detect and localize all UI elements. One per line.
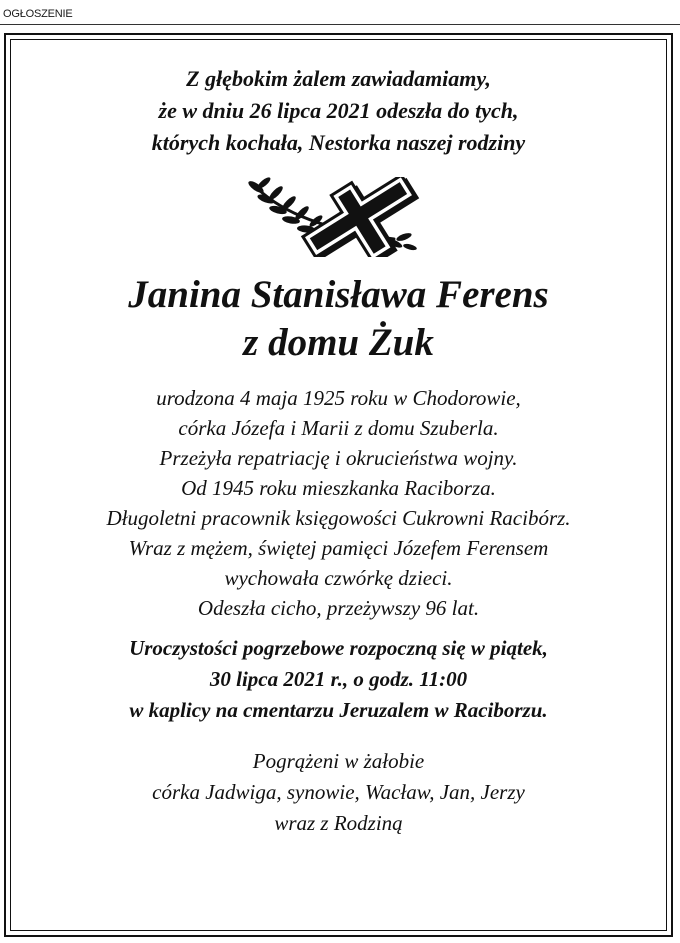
intro-line: Z głębokim żalem zawiadamiamy,	[186, 66, 491, 91]
bio-line: Od 1945 roku mieszkanka Raciborza.	[181, 476, 496, 500]
biography-block	[10, 383, 667, 623]
deceased-name-line: Janina Stanisława Ferens	[128, 273, 549, 316]
bio-line: urodzona 4 maja 1925 roku w Chodorowie,	[156, 386, 521, 410]
obituary-notice	[10, 39, 667, 839]
deceased-name	[10, 271, 667, 367]
intro-line: że w dniu 26 lipca 2021 odeszła do tych,	[158, 98, 519, 123]
bio-line: Wraz z mężem, świętej pamięci Józefem Ferensem	[128, 536, 549, 560]
bio-line: wychowała czwórkę dzieci.	[224, 566, 453, 590]
intro-block	[10, 63, 667, 159]
maiden-name-line: z domu Żuk	[243, 321, 434, 364]
mourners-line: Pogrążeni w żałobie	[252, 749, 425, 773]
header-divider	[0, 24, 680, 25]
mourners-block	[10, 746, 667, 839]
cross-with-laurel-icon	[244, 177, 434, 257]
funeral-line: w kaplicy na cmentarzu Jeruzalem w Raciborzu.	[129, 698, 548, 722]
intro-line: których kochała, Nestorka naszej rodziny	[151, 130, 526, 155]
bio-line: Odeszła cicho, przeżywszy 96 lat.	[197, 596, 480, 620]
bio-line: Przeżyła repatriację i okrucieństwa wojny.	[159, 446, 518, 470]
funeral-line: 30 lipca 2021 r., o godz. 11:00	[209, 667, 468, 691]
funeral-line: Uroczystości pogrzebowe rozpoczną się w piątek,	[129, 636, 548, 660]
funeral-info-block	[10, 633, 667, 726]
header-label: OGŁOSZENIE	[3, 8, 73, 20]
mourners-line: wraz z Rodziną	[274, 811, 403, 835]
bio-line: Długoletni pracownik księgowości Cukrowni Racibórz.	[106, 506, 571, 530]
bio-line: córka Józefa i Marii z domu Szuberla.	[178, 416, 499, 440]
mourners-line: córka Jadwiga, synowie, Wacław, Jan, Jerzy	[152, 780, 525, 804]
